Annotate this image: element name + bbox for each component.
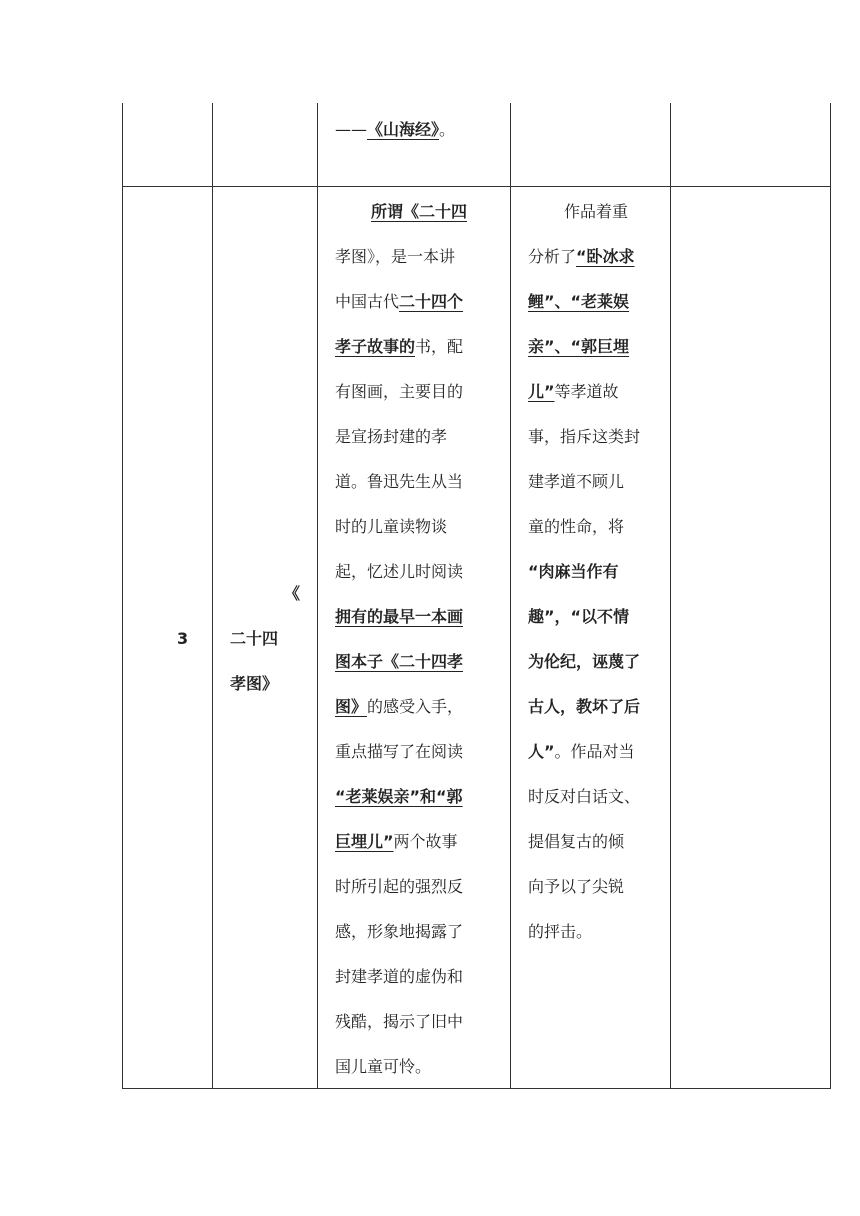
text-line (335, 1044, 500, 1089)
text-line (335, 369, 500, 414)
text-line (335, 999, 500, 1044)
text-plain: 两个故事 (393, 832, 458, 851)
text-plain: 孝图》，是一本讲 (335, 247, 456, 266)
text-line (528, 189, 658, 234)
text-line (528, 234, 658, 279)
text-line (528, 324, 658, 369)
text-emphasis: 图》 (335, 697, 368, 716)
text-plain: 。作品对当 (554, 742, 635, 761)
text-plain: 童的性命，将 (528, 517, 625, 536)
work-title-line: 《 (283, 584, 300, 603)
table-row-divider (122, 186, 831, 187)
work-title-line: 孝图》 (230, 674, 279, 693)
text-emphasis: 拥有的最早一本画 (335, 607, 464, 626)
text-plain: 为伦纪，诬蔑了 (528, 652, 641, 671)
text-plain: 书，配 (415, 337, 464, 356)
text-line (528, 864, 658, 909)
table-border-left (122, 103, 123, 1089)
text-line (528, 504, 658, 549)
text-line (528, 819, 658, 864)
text-plain: 提倡复古的倾 (528, 832, 625, 851)
text-line (528, 459, 658, 504)
work-title-line: 二十四 (230, 629, 279, 648)
text-plain: 的抨击。 (528, 922, 593, 941)
text-line (528, 774, 658, 819)
row-number: 3 (177, 629, 189, 648)
text-line (335, 729, 500, 774)
text-plain: 时反对白话文、 (528, 787, 641, 806)
text-plain: 趣”，“以不情 (528, 607, 630, 626)
text-plain: 时所引起的强烈反 (335, 877, 464, 896)
text-emphasis: 巨埋儿” (335, 832, 394, 851)
text-plain: 作品着重 (564, 202, 629, 221)
text-emphasis: 图本子《二十四孝 (335, 652, 464, 671)
text-plain: 道。鲁迅先生从当 (335, 472, 464, 491)
text-plain: 是宣扬封建的孝 (335, 427, 448, 446)
dash-prefix: —— (335, 120, 367, 139)
text-line (335, 639, 500, 684)
text-plain: 时的儿童读物谈 (335, 517, 448, 536)
text-plain: 重点描写了在阅读 (335, 742, 464, 761)
text-line (335, 594, 500, 639)
text-plain: 人” (528, 742, 555, 761)
text-plain: 起，忆述儿时阅读 (335, 562, 464, 581)
text-emphasis: “老莱娱亲”和“郭 (335, 787, 463, 806)
text-emphasis: 儿” (528, 382, 555, 401)
text-line (335, 774, 500, 819)
text-plain: 中国古代 (335, 292, 400, 311)
text-emphasis: 鲤”、“老莱娱 (528, 292, 630, 311)
text-line (528, 414, 658, 459)
text-plain: 古人，教坏了后 (528, 697, 641, 716)
text-line (528, 594, 658, 639)
table-border-col4 (670, 103, 671, 1089)
text-plain: 残酷，揭示了旧中 (335, 1012, 464, 1031)
text-line (528, 279, 658, 324)
text-plain: 国儿童可怜。 (335, 1057, 432, 1076)
book-title: 《山海经》 (367, 120, 440, 139)
text-plain: 感，形象地揭露了 (335, 922, 464, 941)
text-plain: 向予以了尖锐 (528, 877, 625, 896)
text-line (335, 234, 500, 279)
text-line (335, 864, 500, 909)
text-line (335, 279, 500, 324)
text-plain: 有图画，主要目的 (335, 382, 464, 401)
text-line (335, 504, 500, 549)
table-border-col3 (510, 103, 511, 1089)
text-line (335, 909, 500, 954)
row1-content-cell (335, 107, 455, 152)
text-plain: 等孝道故 (554, 382, 619, 401)
text-line (335, 459, 500, 504)
content-summary-cell (335, 189, 500, 1089)
text-plain: “肉麻当作有 (528, 562, 619, 581)
text-line (335, 189, 500, 234)
text-line (335, 954, 500, 999)
text-line (528, 549, 658, 594)
text-emphasis: 孝子故事的 (335, 337, 416, 356)
text-emphasis: 所谓《二十四 (371, 202, 468, 221)
text-line (528, 909, 658, 954)
text-emphasis: “卧冰求 (576, 247, 635, 266)
text-line (335, 819, 500, 864)
text-line (528, 639, 658, 684)
work-title-cell (230, 571, 300, 706)
period: 。 (439, 120, 456, 139)
text-plain: 分析了 (528, 247, 577, 266)
text-line (528, 729, 658, 774)
text-plain: 封建孝道的虚伪和 (335, 967, 464, 986)
text-line (528, 369, 658, 414)
text-line (335, 414, 500, 459)
analysis-cell (528, 189, 658, 954)
text-line (335, 549, 500, 594)
text-emphasis: 亲”、“郭巨埋 (528, 337, 630, 356)
text-plain: 的感受入手， (367, 697, 464, 716)
text-plain: 建孝道不顾儿 (528, 472, 625, 491)
table-border-col2 (317, 103, 318, 1089)
text-plain: 事，指斥这类封 (528, 427, 641, 446)
table-border-right (830, 103, 831, 1089)
table-border-col1 (212, 103, 213, 1089)
text-line (528, 684, 658, 729)
text-line (335, 684, 500, 729)
text-line (335, 324, 500, 369)
text-emphasis: 二十四个 (399, 292, 464, 311)
